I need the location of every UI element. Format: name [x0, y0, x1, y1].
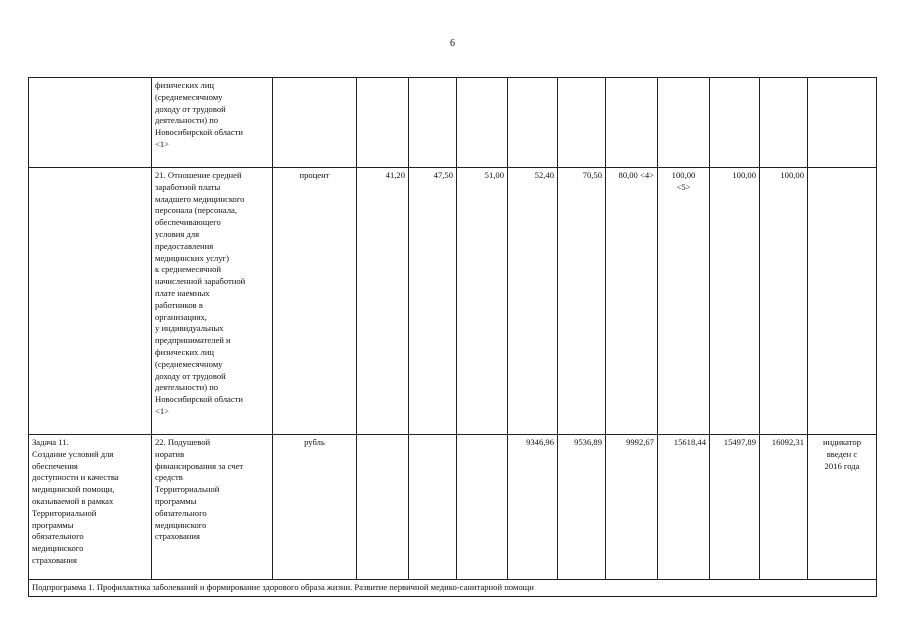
value-cell	[457, 78, 508, 168]
value-cell	[658, 78, 710, 168]
table-row	[29, 168, 877, 435]
note-cell: индикатор введен с 2016 года	[808, 435, 877, 580]
value-cell	[710, 78, 760, 168]
value-cell	[357, 435, 409, 580]
page-number: 6	[450, 38, 455, 49]
value-cell	[357, 78, 409, 168]
value-cell: 80,00 <4>	[606, 168, 658, 435]
value-cell: 15618,44	[658, 435, 710, 580]
value-cell: 51,00	[457, 168, 508, 435]
value-cell: 15497,89	[710, 435, 760, 580]
indicator-cell: 22. Подушевой норатив финансирования за счет средств Территориальной программы обязательного медицинского страхования	[152, 435, 273, 580]
indicator-cell: 21. Отношение средней заработной платы младшего медицинского персонала (персонала, обеспечивающего условия для предоставления медицинских услуг) к среднемесячной начисленной заработной плате наемных работников в организациях, у индивидуальных предпринимателей и физических лиц (среднемесячному доходу от трудовой деятельности) по Новосибирской области <1>	[152, 168, 273, 435]
note-cell	[808, 168, 877, 435]
value-cell: 52,40	[508, 168, 558, 435]
value-cell	[558, 78, 606, 168]
note-cell	[808, 78, 877, 168]
value-cell: 70,50	[558, 168, 606, 435]
value-cell	[457, 435, 508, 580]
value-cell	[760, 78, 808, 168]
task-cell	[29, 78, 152, 168]
value-cell: 47,50	[409, 168, 457, 435]
value-cell	[409, 435, 457, 580]
value-cell	[508, 78, 558, 168]
indicators-table	[28, 77, 877, 597]
subprogram-row	[29, 580, 877, 597]
value-cell: 100,00	[710, 168, 760, 435]
value-cell	[409, 78, 457, 168]
value-cell: 9992,67	[606, 435, 658, 580]
task-cell	[29, 168, 152, 435]
unit-cell: процент	[273, 168, 357, 435]
value-cell: 100,00	[760, 168, 808, 435]
value-cell: 9346,96	[508, 435, 558, 580]
value-cell: 100,00 <5>	[658, 168, 710, 435]
unit-cell	[273, 78, 357, 168]
unit-cell: рубль	[273, 435, 357, 580]
indicator-cell: физических лиц (среднемесячному доходу от трудовой деятельности) по Новосибирской области <1>	[152, 78, 273, 168]
table-row	[29, 78, 877, 168]
value-cell: 16092,31	[760, 435, 808, 580]
value-cell: 41,20	[357, 168, 409, 435]
table-row	[29, 435, 877, 580]
value-cell: 9536,89	[558, 435, 606, 580]
value-cell	[606, 78, 658, 168]
task-cell: Задача 11. Создание условий для обеспечения доступности и качества медицинской помощи, оказываемой в рамках Территориальной программы обязательного медицинского страхования	[29, 435, 152, 580]
subprogram-heading: Подпрограмма 1. Профилактика заболеваний и формирование здорового образа жизни. Развитие первичной медико-санитарной помощи	[29, 580, 877, 597]
